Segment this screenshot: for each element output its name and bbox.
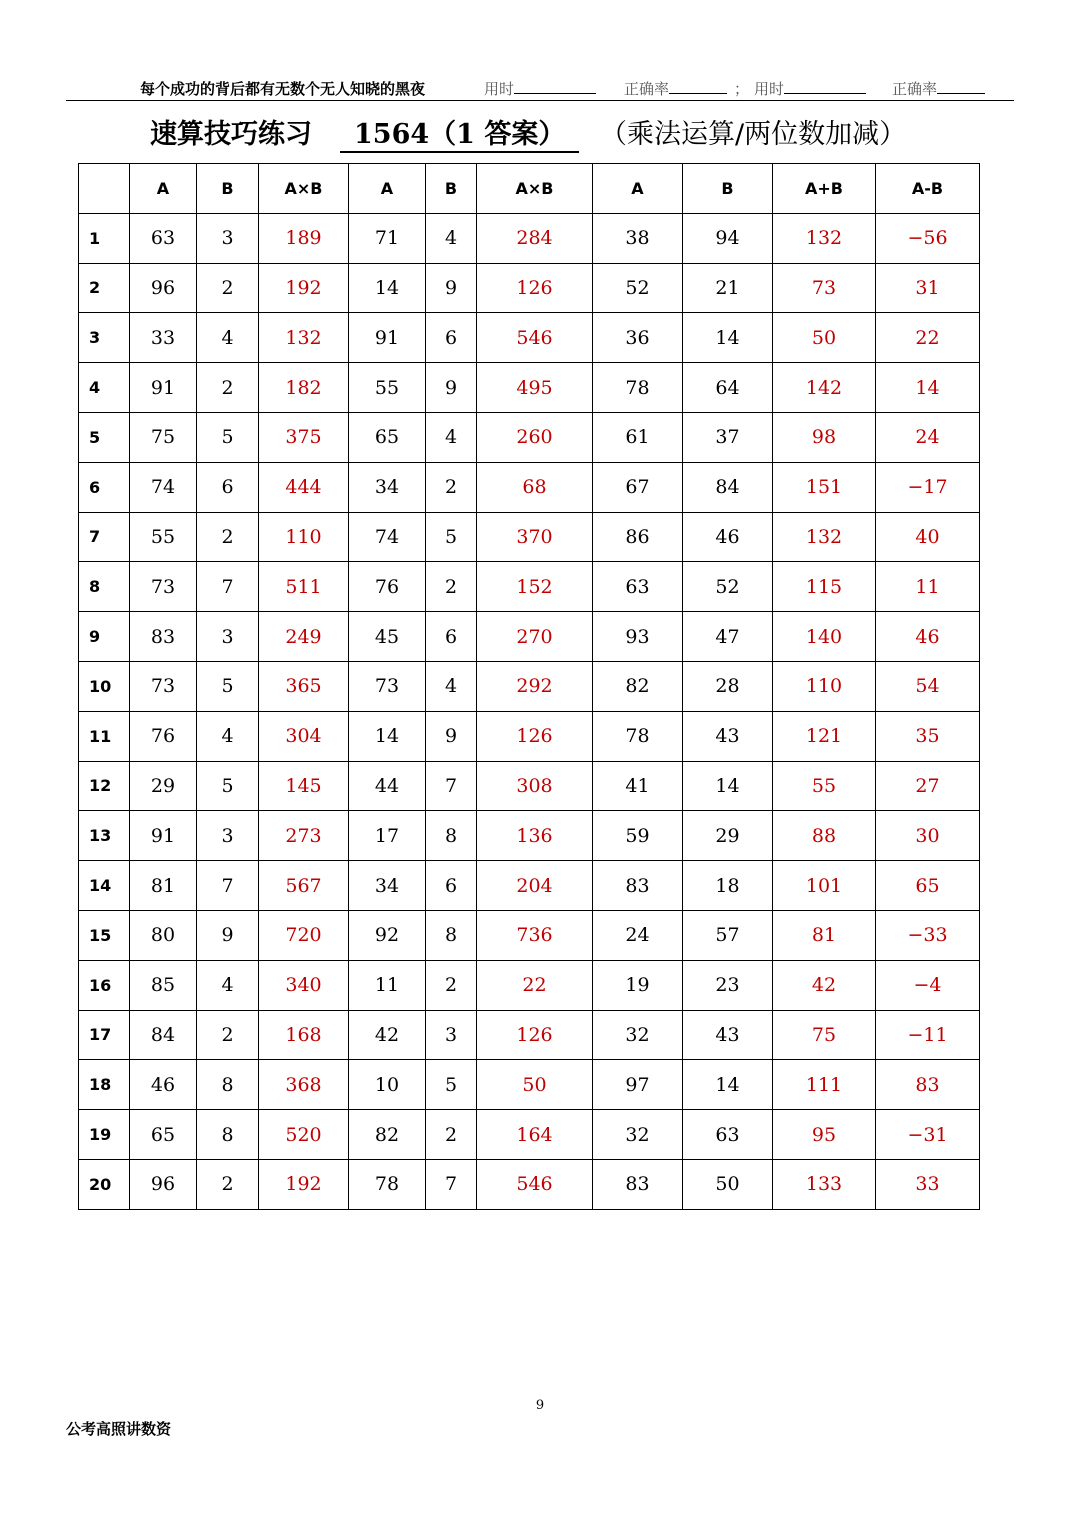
operand-cell: 32	[593, 1010, 683, 1060]
operand-cell: 46	[683, 512, 773, 562]
answer-cell: 126	[477, 1010, 593, 1060]
table-row	[79, 612, 980, 662]
footer-text: 公考高照讲数资	[66, 1420, 172, 1438]
operand-cell: 78	[593, 363, 683, 413]
operand-cell: 4	[197, 313, 259, 363]
operand-cell: 14	[683, 1060, 773, 1110]
operand-cell: 4	[426, 661, 477, 711]
answer-cell: 375	[259, 412, 349, 462]
answer-cell: −33	[876, 910, 980, 960]
operand-cell: 6	[426, 313, 477, 363]
operand-cell: 76	[130, 711, 197, 761]
time-label-2: 用时	[754, 80, 785, 98]
header-cell: B	[683, 164, 773, 214]
operand-cell: 46	[130, 1060, 197, 1110]
answer-cell: 30	[876, 811, 980, 861]
answer-cell: 189	[259, 213, 349, 263]
row-index: 8	[79, 562, 130, 612]
answer-cell: −17	[876, 462, 980, 512]
accuracy-label-1: 正确率	[624, 80, 670, 98]
answer-cell: 27	[876, 761, 980, 811]
answer-cell: 495	[477, 363, 593, 413]
operand-cell: 14	[683, 313, 773, 363]
operand-cell: 92	[349, 910, 426, 960]
answer-cell: 308	[477, 761, 593, 811]
operand-cell: 78	[593, 711, 683, 761]
answer-cell: 133	[773, 1159, 876, 1209]
answer-cell: 50	[477, 1060, 593, 1110]
answer-cell: 340	[259, 960, 349, 1010]
row-index: 16	[79, 960, 130, 1010]
operand-cell: 50	[683, 1159, 773, 1209]
operand-cell: 61	[593, 412, 683, 462]
operand-cell: 36	[593, 313, 683, 363]
operand-cell: 28	[683, 661, 773, 711]
table-row	[79, 1010, 980, 1060]
answer-cell: 370	[477, 512, 593, 562]
operand-cell: 64	[683, 363, 773, 413]
operand-cell: 71	[349, 213, 426, 263]
operand-cell: 34	[349, 861, 426, 911]
answer-cell: 31	[876, 263, 980, 313]
answer-cell: 546	[477, 313, 593, 363]
title-main: 速算技巧练习	[150, 119, 312, 150]
operand-cell: 6	[426, 612, 477, 662]
answer-cell: −56	[876, 213, 980, 263]
header-cell: A	[349, 164, 426, 214]
operand-cell: 37	[683, 412, 773, 462]
operand-cell: 5	[197, 412, 259, 462]
table-row	[79, 811, 980, 861]
operand-cell: 2	[426, 1110, 477, 1160]
answer-cell: 168	[259, 1010, 349, 1060]
operand-cell: 21	[683, 263, 773, 313]
operand-cell: 65	[349, 412, 426, 462]
answer-cell: 81	[773, 910, 876, 960]
table-row	[79, 462, 980, 512]
operand-cell: 75	[130, 412, 197, 462]
answer-cell: 273	[259, 811, 349, 861]
answer-cell: −31	[876, 1110, 980, 1160]
time-label-1: 用时	[484, 80, 515, 98]
operand-cell: 94	[683, 213, 773, 263]
operand-cell: 2	[197, 263, 259, 313]
operand-cell: 6	[197, 462, 259, 512]
operand-cell: 45	[349, 612, 426, 662]
motto-text: 每个成功的背后都有无数个无人知晓的黑夜	[140, 80, 426, 98]
answer-cell: 192	[259, 1159, 349, 1209]
operand-cell: 44	[349, 761, 426, 811]
operand-cell: 7	[426, 1159, 477, 1209]
answer-cell: 140	[773, 612, 876, 662]
answer-cell: 720	[259, 910, 349, 960]
operand-cell: 14	[349, 711, 426, 761]
operand-cell: 43	[683, 1010, 773, 1060]
operand-cell: 85	[130, 960, 197, 1010]
header-cell: A-B	[876, 164, 980, 214]
operand-cell: 29	[683, 811, 773, 861]
row-index: 3	[79, 313, 130, 363]
answer-cell: 151	[773, 462, 876, 512]
answer-cell: 164	[477, 1110, 593, 1160]
operand-cell: 5	[197, 761, 259, 811]
operand-cell: 52	[683, 562, 773, 612]
operand-cell: 9	[426, 711, 477, 761]
answer-cell: −4	[876, 960, 980, 1010]
operand-cell: 67	[593, 462, 683, 512]
operand-cell: 55	[130, 512, 197, 562]
operand-cell: 8	[197, 1110, 259, 1160]
row-index: 12	[79, 761, 130, 811]
answer-cell: 50	[773, 313, 876, 363]
operand-cell: 2	[197, 512, 259, 562]
operand-cell: 80	[130, 910, 197, 960]
operand-cell: 84	[130, 1010, 197, 1060]
title-subtitle: （乘法运算/两位数加减）	[600, 119, 907, 150]
answer-cell: 142	[773, 363, 876, 413]
operand-cell: 4	[426, 412, 477, 462]
operand-cell: 74	[349, 512, 426, 562]
table-row	[79, 661, 980, 711]
operand-cell: 9	[197, 910, 259, 960]
operand-cell: 2	[426, 462, 477, 512]
answer-cell: 95	[773, 1110, 876, 1160]
answer-cell: −11	[876, 1010, 980, 1060]
table-row	[79, 861, 980, 911]
page-header	[140, 76, 1010, 100]
accuracy-field-1	[624, 78, 727, 99]
row-index: 6	[79, 462, 130, 512]
answer-cell: 304	[259, 711, 349, 761]
answer-cell: 68	[477, 462, 593, 512]
operand-cell: 43	[683, 711, 773, 761]
table-row	[79, 263, 980, 313]
operand-cell: 2	[197, 1159, 259, 1209]
operand-cell: 83	[593, 861, 683, 911]
row-index: 17	[79, 1010, 130, 1060]
accuracy-blank-1	[669, 79, 727, 94]
separator: ；	[734, 80, 750, 98]
operand-cell: 96	[130, 1159, 197, 1209]
operand-cell: 2	[426, 960, 477, 1010]
table-row	[79, 363, 980, 413]
row-index: 5	[79, 412, 130, 462]
operand-cell: 10	[349, 1060, 426, 1110]
operand-cell: 8	[426, 811, 477, 861]
answer-cell: 132	[259, 313, 349, 363]
table-body	[79, 213, 980, 1209]
operand-cell: 63	[130, 213, 197, 263]
operand-cell: 73	[130, 562, 197, 612]
row-index: 2	[79, 263, 130, 313]
operand-cell: 2	[197, 363, 259, 413]
operand-cell: 2	[197, 1010, 259, 1060]
operand-cell: 6	[426, 861, 477, 911]
row-index: 11	[79, 711, 130, 761]
operand-cell: 32	[593, 1110, 683, 1160]
answer-cell: 136	[477, 811, 593, 861]
operand-cell: 5	[426, 1060, 477, 1110]
table-row	[79, 960, 980, 1010]
answer-cell: 249	[259, 612, 349, 662]
table-row	[79, 512, 980, 562]
header-cell: B	[197, 164, 259, 214]
table-row	[79, 711, 980, 761]
row-index: 4	[79, 363, 130, 413]
operand-cell: 82	[593, 661, 683, 711]
operand-cell: 29	[130, 761, 197, 811]
accuracy-blank-2	[937, 79, 985, 94]
header-cell: A×B	[477, 164, 593, 214]
header-divider	[66, 100, 1014, 101]
answer-cell: 132	[773, 512, 876, 562]
time-field-2	[754, 78, 866, 99]
header-cell: A×B	[259, 164, 349, 214]
answer-cell: 110	[259, 512, 349, 562]
answer-cell: 65	[876, 861, 980, 911]
operand-cell: 17	[349, 811, 426, 861]
answer-cell: 444	[259, 462, 349, 512]
operand-cell: 91	[130, 363, 197, 413]
table-row	[79, 313, 980, 363]
answer-cell: 55	[773, 761, 876, 811]
answer-cell: 88	[773, 811, 876, 861]
header-cell: A+B	[773, 164, 876, 214]
row-index: 19	[79, 1110, 130, 1160]
operand-cell: 47	[683, 612, 773, 662]
header-cell: A	[130, 164, 197, 214]
operand-cell: 14	[683, 761, 773, 811]
operand-cell: 83	[130, 612, 197, 662]
answer-cell: 22	[477, 960, 593, 1010]
operand-cell: 42	[349, 1010, 426, 1060]
operand-cell: 63	[593, 562, 683, 612]
answer-cell: 126	[477, 263, 593, 313]
operand-cell: 74	[130, 462, 197, 512]
operand-cell: 19	[593, 960, 683, 1010]
operand-cell: 96	[130, 263, 197, 313]
operand-cell: 97	[593, 1060, 683, 1110]
table-row	[79, 412, 980, 462]
operand-cell: 3	[197, 811, 259, 861]
answer-cell: 121	[773, 711, 876, 761]
operand-cell: 73	[130, 661, 197, 711]
operand-cell: 65	[130, 1110, 197, 1160]
operand-cell: 76	[349, 562, 426, 612]
answer-cell: 270	[477, 612, 593, 662]
answer-cell: 511	[259, 562, 349, 612]
operand-cell: 33	[130, 313, 197, 363]
operand-cell: 78	[349, 1159, 426, 1209]
answer-cell: 736	[477, 910, 593, 960]
answer-cell: 567	[259, 861, 349, 911]
operand-cell: 82	[349, 1110, 426, 1160]
operand-cell: 3	[197, 612, 259, 662]
answer-cell: 284	[477, 213, 593, 263]
operand-cell: 8	[197, 1060, 259, 1110]
table-header-row	[79, 164, 980, 214]
operand-cell: 3	[197, 213, 259, 263]
answer-cell: 46	[876, 612, 980, 662]
operand-cell: 8	[426, 910, 477, 960]
header-cell: A	[593, 164, 683, 214]
operand-cell: 23	[683, 960, 773, 1010]
operand-cell: 55	[349, 363, 426, 413]
operand-cell: 59	[593, 811, 683, 861]
operand-cell: 9	[426, 263, 477, 313]
operand-cell: 84	[683, 462, 773, 512]
answer-cell: 365	[259, 661, 349, 711]
page-number: 9	[535, 1398, 545, 1413]
operand-cell: 4	[197, 960, 259, 1010]
answer-cell: 54	[876, 661, 980, 711]
operand-cell: 7	[197, 861, 259, 911]
time-blank-1	[514, 79, 596, 94]
answer-cell: 292	[477, 661, 593, 711]
answer-cell: 98	[773, 412, 876, 462]
operand-cell: 4	[426, 213, 477, 263]
time-field-1	[484, 78, 596, 99]
header-cell: B	[426, 164, 477, 214]
answer-cell: 111	[773, 1060, 876, 1110]
operand-cell: 41	[593, 761, 683, 811]
table-row	[79, 213, 980, 263]
operand-cell: 83	[593, 1159, 683, 1209]
answer-cell: 546	[477, 1159, 593, 1209]
answer-cell: 11	[876, 562, 980, 612]
table-row	[79, 1060, 980, 1110]
header-cell-index	[79, 164, 130, 214]
answer-cell: 204	[477, 861, 593, 911]
answer-cell: 40	[876, 512, 980, 562]
answer-cell: 35	[876, 711, 980, 761]
operand-cell: 63	[683, 1110, 773, 1160]
row-index: 9	[79, 612, 130, 662]
row-index: 14	[79, 861, 130, 911]
row-index: 1	[79, 213, 130, 263]
answer-cell: 33	[876, 1159, 980, 1209]
operand-cell: 73	[349, 661, 426, 711]
row-index: 7	[79, 512, 130, 562]
operand-cell: 9	[426, 363, 477, 413]
operand-cell: 34	[349, 462, 426, 512]
page-title	[150, 110, 950, 154]
operand-cell: 86	[593, 512, 683, 562]
operand-cell: 57	[683, 910, 773, 960]
answer-cell: 73	[773, 263, 876, 313]
table-row	[79, 761, 980, 811]
table-row	[79, 1159, 980, 1209]
time-blank-2	[784, 79, 866, 94]
operand-cell: 81	[130, 861, 197, 911]
accuracy-label-2: 正确率	[892, 80, 938, 98]
operand-cell: 38	[593, 213, 683, 263]
row-index: 18	[79, 1060, 130, 1110]
operand-cell: 5	[197, 661, 259, 711]
title-number: 1564（1 答案）	[340, 112, 579, 153]
answer-cell: 145	[259, 761, 349, 811]
row-index: 10	[79, 661, 130, 711]
answer-cell: 83	[876, 1060, 980, 1110]
operand-cell: 7	[426, 761, 477, 811]
operand-cell: 14	[349, 263, 426, 313]
operand-cell: 2	[426, 562, 477, 612]
accuracy-field-2	[892, 78, 985, 99]
row-index: 20	[79, 1159, 130, 1209]
operand-cell: 5	[426, 512, 477, 562]
answer-cell: 101	[773, 861, 876, 911]
operand-cell: 4	[197, 711, 259, 761]
operand-cell: 11	[349, 960, 426, 1010]
answer-cell: 110	[773, 661, 876, 711]
answer-cell: 22	[876, 313, 980, 363]
operand-cell: 52	[593, 263, 683, 313]
operand-cell: 93	[593, 612, 683, 662]
answer-cell: 520	[259, 1110, 349, 1160]
table-row	[79, 1110, 980, 1160]
answer-cell: 368	[259, 1060, 349, 1110]
operand-cell: 3	[426, 1010, 477, 1060]
operand-cell: 91	[130, 811, 197, 861]
answer-cell: 115	[773, 562, 876, 612]
answer-cell: 260	[477, 412, 593, 462]
table-row	[79, 562, 980, 612]
answer-cell: 75	[773, 1010, 876, 1060]
table-row	[79, 910, 980, 960]
answer-cell: 24	[876, 412, 980, 462]
operand-cell: 91	[349, 313, 426, 363]
operand-cell: 24	[593, 910, 683, 960]
row-index: 13	[79, 811, 130, 861]
answer-cell: 192	[259, 263, 349, 313]
answer-cell: 42	[773, 960, 876, 1010]
answer-cell: 152	[477, 562, 593, 612]
answer-cell: 182	[259, 363, 349, 413]
operand-cell: 7	[197, 562, 259, 612]
practice-table	[78, 163, 980, 1210]
answer-cell: 126	[477, 711, 593, 761]
answer-cell: 14	[876, 363, 980, 413]
row-index: 15	[79, 910, 130, 960]
answer-cell: 132	[773, 213, 876, 263]
operand-cell: 18	[683, 861, 773, 911]
